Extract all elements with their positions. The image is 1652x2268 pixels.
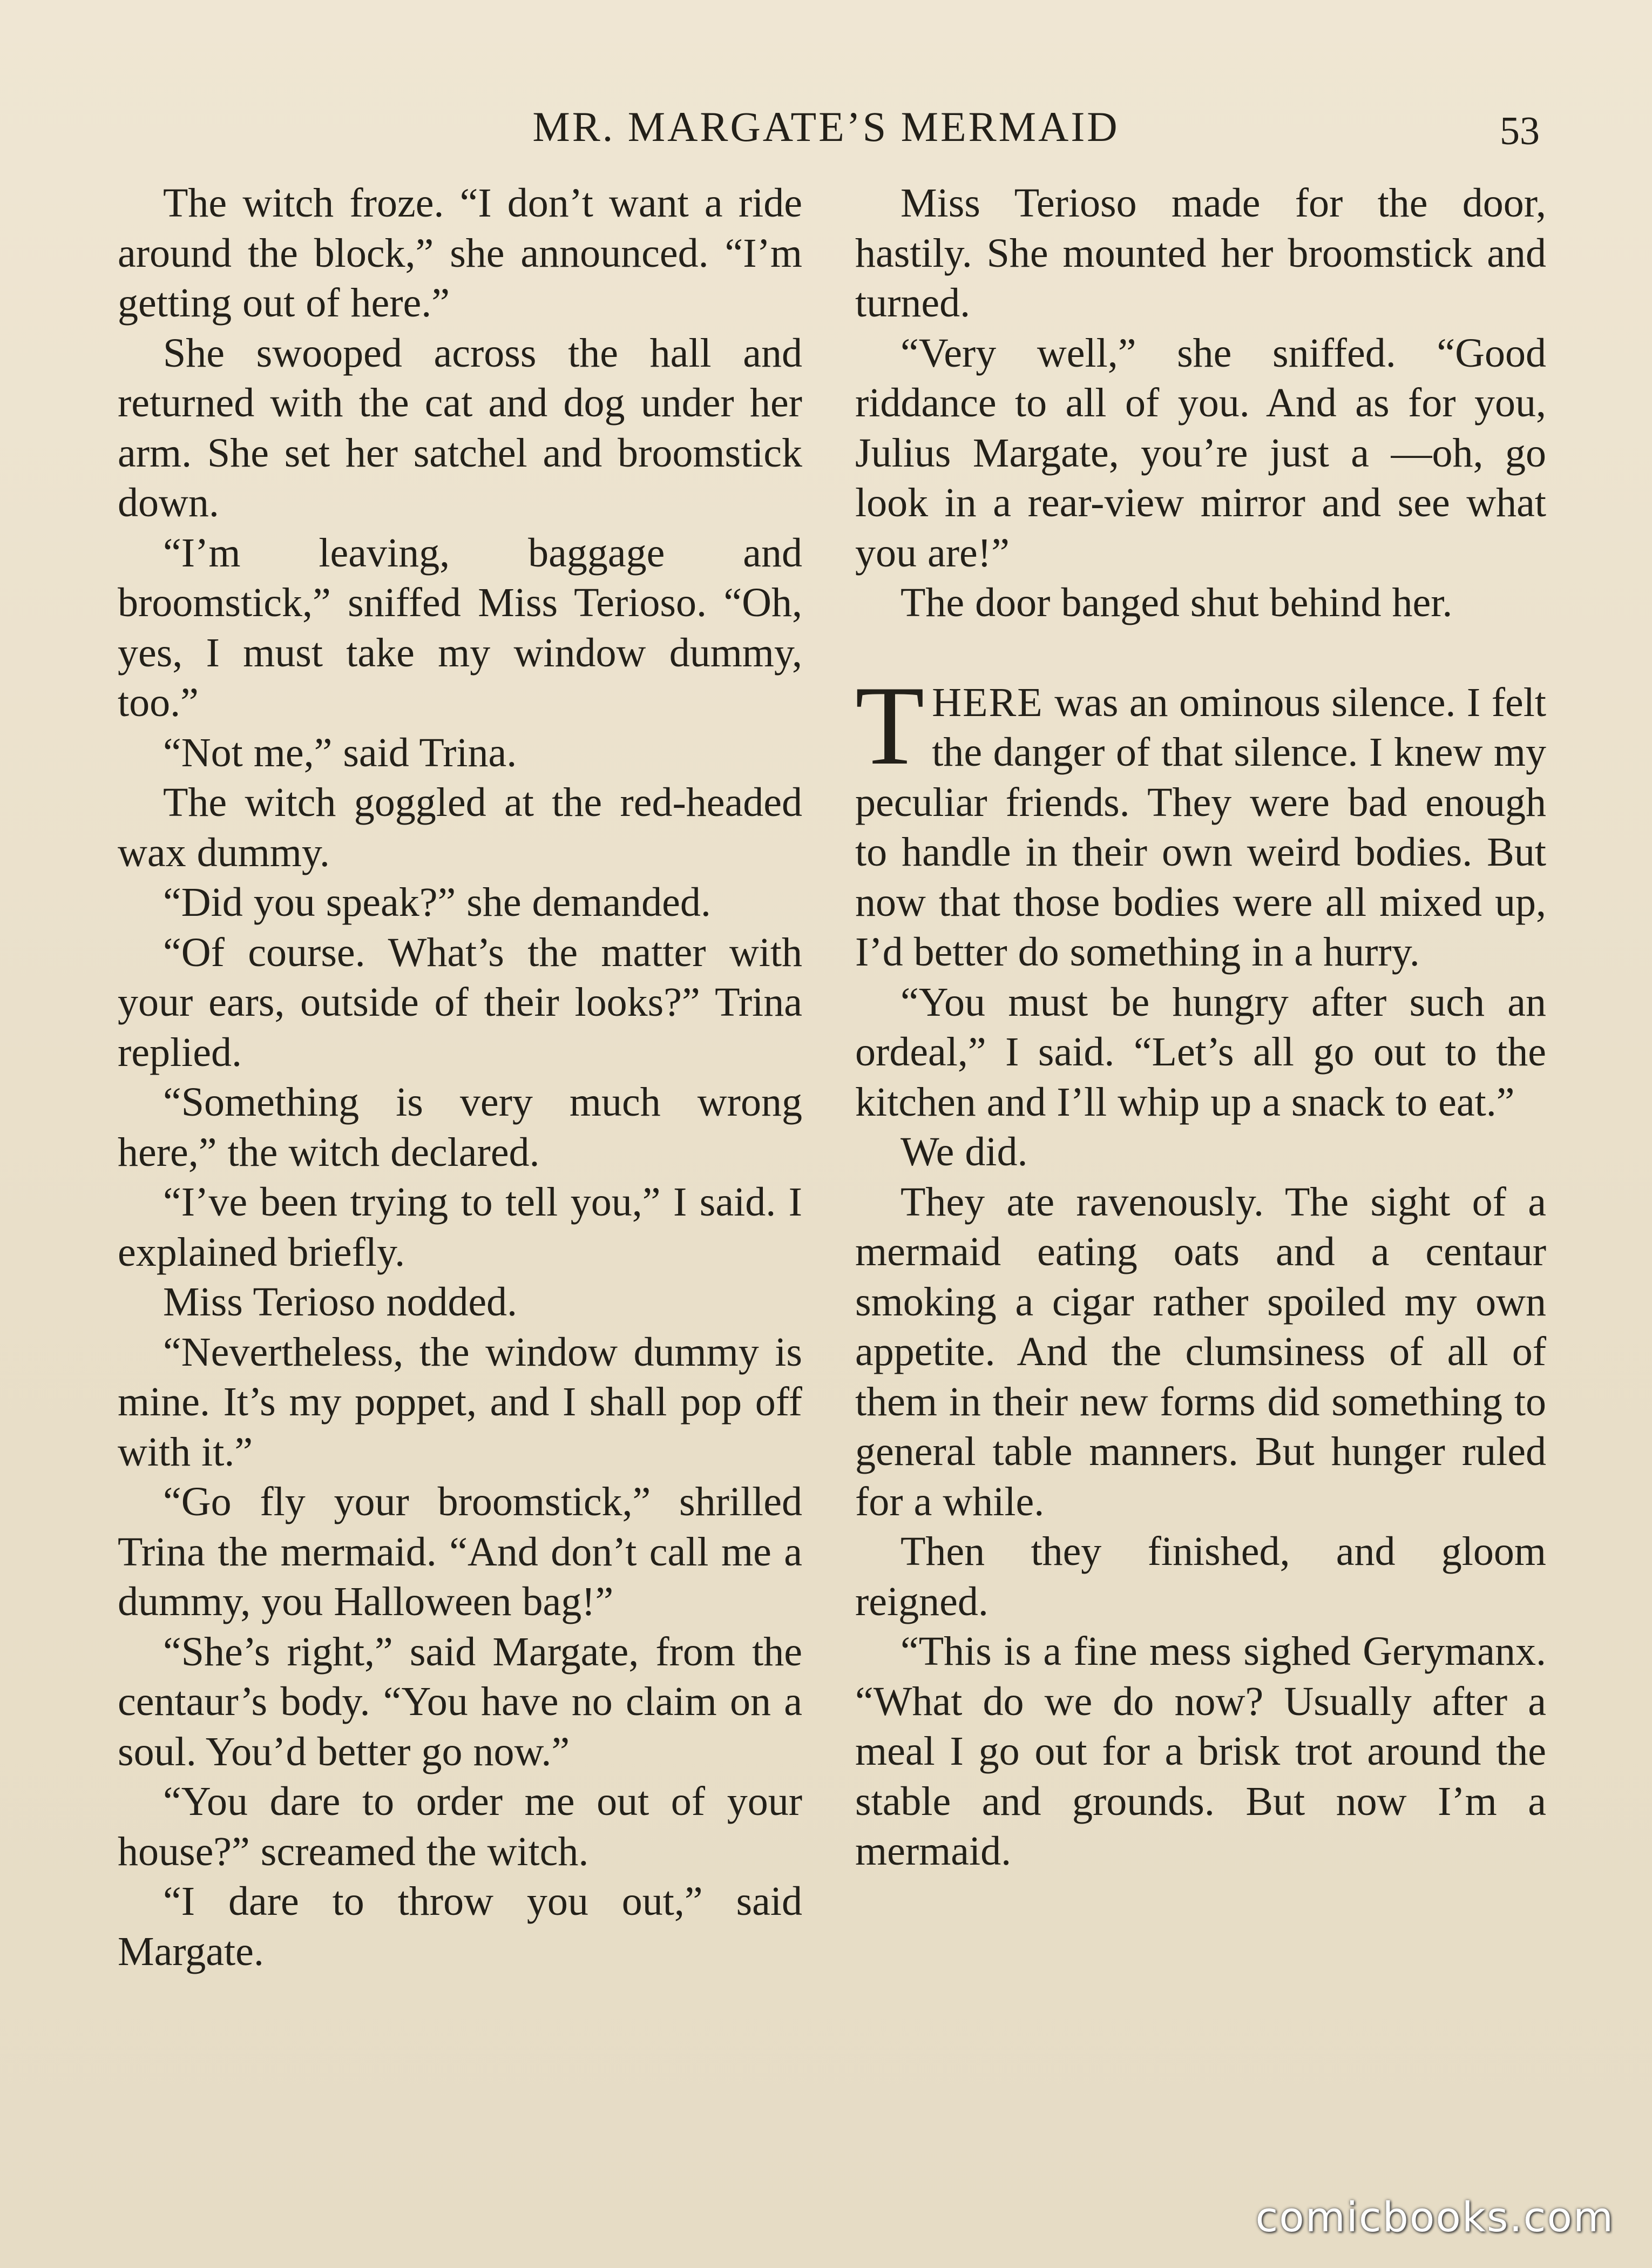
right-column: [855, 178, 1546, 1877]
paragraph: “This is a fine mess sighed Gerymanx. “What do we do now? Usually after a meal I go out for a brisk trot around the stable and grounds. But now I’m a mermaid.: [855, 1629, 1546, 1874]
left-column: [118, 178, 802, 1976]
paragraph: “You must be hungry after such an ordeal,” I said. “Let’s all go out to the kitchen and I’ll whip up a snack to eat.”: [855, 979, 1546, 1125]
running-head: [0, 97, 1652, 157]
paragraph: “Not me,” said Trina.: [163, 730, 517, 775]
paragraph: “I’ve been trying to tell you,” I said. I explained briefly.: [118, 1179, 802, 1275]
paragraph: “Very well,” she sniffed. “Good riddance to all of you. And as for you, Julius Margate, you’re just a —oh, go look in a rear-view mirror and see what you are!”: [855, 330, 1546, 576]
paragraph: They ate ravenously. The sight of a mermaid eating oats and a centaur smoking a cigar rather spoiled my own appetite. And the clumsiness of all of them in their new forms did something to general table manners. But hunger ruled for a while.: [855, 1179, 1546, 1524]
page-number: 53: [1500, 109, 1540, 153]
paragraph: “I dare to throw you out,” said Margate.: [118, 1879, 802, 1974]
paragraph: We did.: [901, 1129, 1028, 1174]
opening-text: was an ominous silence. I felt the danger of that silence. I knew my peculiar friends. They were bad enough to handle in their own weird bodies. But now that those bodies were all mixed up, I’d better do something in a hurry.: [855, 679, 1546, 975]
paragraph: The witch froze. “I don’t want a ride around the block,” she announced. “I’m getting out of here.”: [118, 180, 802, 326]
paragraph: “You dare to order me out of your house?” screamed the witch.: [118, 1779, 802, 1874]
running-title: MR. MARGATE’S MERMAID: [532, 103, 1120, 150]
paragraph: Miss Terioso made for the door, hastily. She mounted her broomstick and turned.: [855, 180, 1546, 326]
paragraph: “She’s right,” said Margate, from the centaur’s body. “You have no claim on a soul. You’d better go now.”: [118, 1629, 802, 1774]
paragraph: Miss Terioso nodded.: [163, 1279, 518, 1325]
opening-small-caps: HERE: [932, 679, 1044, 725]
paragraph: Then they finished, and gloom reigned.: [855, 1529, 1546, 1624]
watermark: comicbooks.com: [1255, 2193, 1614, 2241]
paragraph: The door banged shut behind her.: [901, 580, 1453, 625]
drop-cap: T: [855, 663, 925, 788]
paragraph: She swooped across the hall and returned with the cat and dog under her arm. She set her satchel and broomstick down.: [118, 330, 802, 525]
paragraph: “Did you speak?” she demanded.: [163, 880, 711, 925]
paragraph: The witch goggled at the red-headed wax dummy.: [118, 780, 802, 875]
paragraph: “I’m leaving, baggage and broomstick,” sniffed Miss Terioso. “Oh, yes, I must take my window dummy, too.”: [118, 530, 802, 725]
paragraph: “Go fly your broomstick,” shrilled Trina the mermaid. “And don’t call me a dummy, you Halloween bag!”: [118, 1479, 802, 1624]
section-opening-paragraph: [855, 663, 1546, 977]
paragraph: “Something is very much wrong here,” the witch declared.: [118, 1079, 802, 1175]
paragraph: “Nevertheless, the window dummy is mine. It’s my poppet, and I shall pop off with it.”: [118, 1329, 802, 1475]
paragraph: “Of course. What’s the matter with your ears, outside of their looks?” Trina replied.: [118, 929, 802, 1075]
